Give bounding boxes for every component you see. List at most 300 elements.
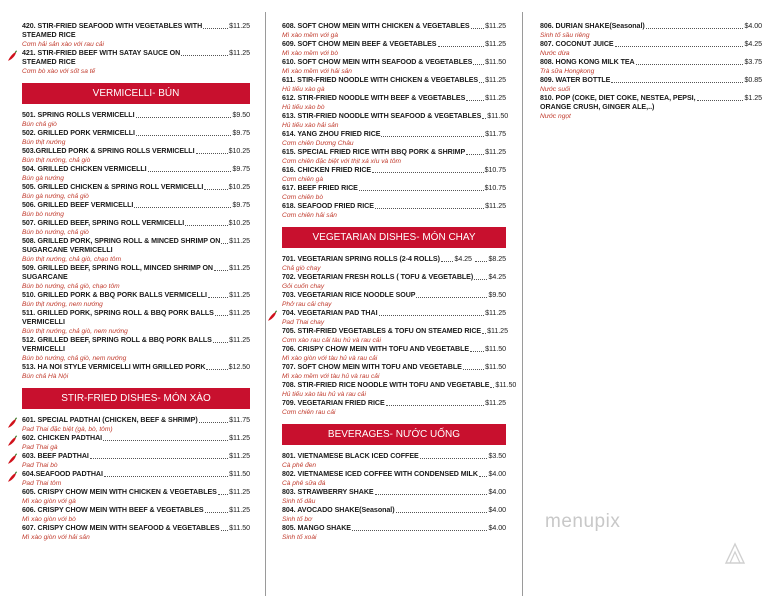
menu-item-price: $4.00 xyxy=(488,506,506,514)
menu-item-row xyxy=(540,40,762,49)
menu-item xyxy=(282,130,506,148)
menu-item-vietnamese: Cà phê đen xyxy=(282,462,317,469)
menu-item-name: 703. VEGETARIAN RICE NOODLE SOUP xyxy=(282,291,416,299)
menu-item-price: $11.25 xyxy=(485,399,506,407)
menu-item xyxy=(22,470,250,488)
section-header: VEGETARIAN DISHES- MÓN CHAY xyxy=(282,227,506,248)
dot-leader xyxy=(479,476,488,477)
menu-item-vietnamese: Cơm xào rau cải tàu hủ và rau cải xyxy=(282,337,381,344)
menu-item-price: $9.50 xyxy=(488,291,506,299)
dot-leader xyxy=(381,136,484,137)
dot-leader xyxy=(215,315,228,316)
dot-leader xyxy=(196,153,228,154)
menu-item-row xyxy=(282,309,506,318)
menu-item-price: $11.50 xyxy=(485,58,506,66)
menu-item-name: 709. VEGETARIAN FRIED RICE xyxy=(282,399,385,407)
menu-item-row xyxy=(282,202,506,211)
dot-leader xyxy=(352,530,488,531)
menu-item xyxy=(282,273,506,291)
dot-leader xyxy=(470,351,484,352)
menu-item-name: 513. HA NOI STYLE VERMICELLI WITH GRILLED PORK xyxy=(22,363,206,371)
menu-item-price: $11.25 xyxy=(485,94,506,102)
menu-item-vietnamese: Bún bò nướng, chả giò, chạo tôm xyxy=(22,283,120,290)
menu-item xyxy=(282,255,506,273)
menu-item-price: $3.75 xyxy=(744,58,762,66)
menu-item-row xyxy=(22,165,250,174)
menu-item-row xyxy=(282,22,506,31)
dot-leader xyxy=(463,369,484,370)
menu-item-name: 506. GRILLED BEEF VERMICELLI xyxy=(22,201,134,209)
dot-leader xyxy=(204,189,227,190)
menu-item-name: 501. SPRING ROLLS VERMICELLI xyxy=(22,111,135,119)
menu-item-vietnamese: Cơm chiên gà xyxy=(282,176,324,183)
menu-item-vietnamese: Mì xào giòn với hải sản xyxy=(22,534,90,541)
menu-item xyxy=(282,524,506,542)
menu-item-name: 809. WATER BOTTLE xyxy=(540,76,611,84)
menu-item-row xyxy=(22,49,250,58)
menu-item xyxy=(282,58,506,76)
menu-item-name: 805. MANGO SHAKE xyxy=(282,524,351,532)
menu-item-row xyxy=(282,452,506,461)
menu-item-vietnamese: Hủ tiếu xào gà xyxy=(282,86,325,93)
menu-item xyxy=(282,112,509,130)
menu-item-name: 420. STIR-FRIED SEAFOOD WITH VEGETABLES WITH xyxy=(22,22,203,30)
chili-pepper-icon xyxy=(6,435,18,447)
menu-item-vietnamese: Nước suối xyxy=(540,86,571,93)
dot-leader xyxy=(375,208,484,209)
menu-item xyxy=(282,166,506,184)
menu-item-vietnamese: Bún bò nướng, chả giò xyxy=(22,229,89,236)
menu-item-vietnamese: Pad Thai gà xyxy=(22,444,58,451)
menu-item-price: $10.75 xyxy=(484,184,506,192)
menu-item-price: $11.25 xyxy=(485,22,506,30)
menu-item-vietnamese: Bún thịt nướng, chả giò, chạo tôm xyxy=(22,256,122,263)
menu-item xyxy=(282,22,506,40)
dot-leader xyxy=(208,297,228,298)
menu-item-row xyxy=(22,111,250,120)
menu-item-name: 801. VIETNAMESE BLACK ICED COFFEE xyxy=(282,452,419,460)
menu-item-price: $11.75 xyxy=(229,416,250,424)
menu-item-row xyxy=(22,201,250,210)
menu-item-name: 509. GRILLED BEEF, SPRING ROLL, MINCED SHRIMP ON xyxy=(22,264,213,272)
dot-leader xyxy=(636,64,744,65)
menu-item xyxy=(22,147,250,165)
menu-item-vietnamese: Hủ tiếu xào hải sản xyxy=(282,122,339,129)
menu-item-name: 803. STRAWBERRY SHAKE xyxy=(282,488,374,496)
menu-item-row xyxy=(282,345,506,354)
dot-leader xyxy=(611,82,743,83)
dot-leader xyxy=(221,243,228,244)
menu-column-2 xyxy=(282,22,517,542)
menu-item-row xyxy=(22,336,250,345)
menu-item-name: 806. DURIAN SHAKE(Seasonal) xyxy=(540,22,645,30)
menu-item xyxy=(22,309,250,336)
menu-item-row xyxy=(22,147,250,156)
dot-leader xyxy=(438,46,485,47)
menu-item-row xyxy=(22,470,250,479)
menu-item-price: $11.25 xyxy=(229,264,250,272)
menu-item xyxy=(22,264,250,291)
menu-item-vietnamese: Mì xào giòn với bò xyxy=(22,516,76,523)
menu-item-vietnamese: Mì xào mềm với hải sản xyxy=(282,68,352,75)
menu-item-vietnamese: Cơm chiên Dương Châu xyxy=(282,140,354,147)
dot-leader xyxy=(136,135,232,136)
menu-item xyxy=(282,345,506,363)
menu-item-vietnamese: Cơm chiên hải sản xyxy=(282,212,337,219)
menu-item-vietnamese: Mì xào giòn với gà xyxy=(22,498,76,505)
menu-item-row xyxy=(22,506,250,515)
menu-item-name-continued: STEAMED RICE xyxy=(22,31,76,39)
menu-item-row xyxy=(540,76,762,85)
menu-item-price: $9.75 xyxy=(232,201,250,209)
menu-item-price: $10.25 xyxy=(228,147,250,155)
menu-item-row xyxy=(282,255,506,264)
menu-item-name-continued: ORANGE CRUSH, GINGER ALE,..) xyxy=(540,103,655,111)
dot-leader xyxy=(214,270,228,271)
menu-item-vietnamese: Pad Thai đặc biệt (gà, bò, tôm) xyxy=(22,426,113,433)
menu-item xyxy=(540,76,762,94)
menu-item xyxy=(282,309,506,327)
dot-leader xyxy=(482,333,486,334)
menu-item-name: 421. STIR-FRIED BEEF WITH SATAY SAUCE ON xyxy=(22,49,181,57)
dot-leader xyxy=(221,530,229,531)
menu-item-name: 618. SEAFOOD FRIED RICE xyxy=(282,202,374,210)
menu-item-row xyxy=(22,183,250,192)
menu-item-row xyxy=(282,506,506,515)
menu-item xyxy=(22,336,250,363)
menu-item-price: $4.25 xyxy=(744,40,762,48)
menu-item-name: 807. COCONUT JUICE xyxy=(540,40,614,48)
menu-item-row xyxy=(282,470,506,479)
section-header: VERMICELLI- BÚN xyxy=(22,83,250,104)
menu-item-row xyxy=(22,291,250,300)
menu-item-vietnamese: Mì xào mềm với tàu hủ và rau cải xyxy=(282,373,380,380)
menu-item-row xyxy=(282,76,506,85)
menu-item xyxy=(22,506,250,524)
menu-item-price: $3.50 xyxy=(488,452,506,460)
dot-leader xyxy=(479,82,484,83)
menu-item-name-continued: SUGARCANE VERMICELLI xyxy=(22,246,113,254)
menu-item-row xyxy=(282,130,506,139)
menu-item-row xyxy=(22,524,250,533)
menu-item-name: 510. GRILLED PORK & BBQ PORK BALLS VERMICELLI xyxy=(22,291,207,299)
menu-item-price: $11.25 xyxy=(485,40,506,48)
watermark-text: menupix xyxy=(545,511,621,532)
menu-item xyxy=(282,184,506,202)
menu-item-vietnamese: Gỏi cuốn chay xyxy=(282,283,325,290)
dot-leader xyxy=(206,369,227,370)
dot-leader xyxy=(181,55,228,56)
menu-item-vietnamese: Cơm chiên rau cải xyxy=(282,409,336,416)
column-divider xyxy=(522,12,523,596)
menu-item-name: 614. YANG ZHOU FRIED RICE xyxy=(282,130,381,138)
menu-item-vietnamese: Bún gà nướng, chả giò xyxy=(22,193,89,200)
menu-item-row xyxy=(282,148,506,157)
menu-item-vietnamese: Bún bò nướng xyxy=(22,211,64,218)
dot-leader xyxy=(420,458,488,459)
menu-item-row xyxy=(22,416,250,425)
menu-item-name: 708. STIR-FRIED RICE NOODLE WITH TOFU AND VEGETABLE xyxy=(282,381,490,389)
menu-item-price: $11.25 xyxy=(229,291,250,299)
menu-item-price: $11.25 xyxy=(229,452,250,460)
dot-leader xyxy=(615,46,744,47)
menu-item-price: $4.00 xyxy=(488,488,506,496)
menu-column-3 xyxy=(540,22,762,121)
menu-item-vietnamese: Trà sữa Hongkong xyxy=(540,68,595,75)
menu-item-row xyxy=(282,399,506,408)
menu-item xyxy=(22,434,250,452)
chili-pepper-icon xyxy=(6,471,18,483)
menu-item-name-continued: STEAMED RICE xyxy=(22,58,76,66)
menu-item-vietnamese: Phở rau cải chay xyxy=(282,301,332,308)
menu-item-row xyxy=(22,219,250,228)
menu-item-row xyxy=(22,434,250,443)
dot-leader xyxy=(218,494,228,495)
menu-item-name: 606. CRISPY CHOW MEIN WITH BEEF & VEGETABLES xyxy=(22,506,204,514)
menu-item-row xyxy=(540,58,762,67)
menu-item xyxy=(540,22,762,40)
menu-item-price: $11.50 xyxy=(229,524,250,532)
column-divider xyxy=(265,12,266,596)
menu-item-price: $4.25 xyxy=(488,273,506,281)
menu-item-row xyxy=(282,291,506,300)
menu-item-price: $11.75 xyxy=(485,130,506,138)
menu-item xyxy=(22,363,250,381)
menu-item xyxy=(282,40,506,58)
dot-leader xyxy=(185,225,227,226)
dot-leader xyxy=(379,315,485,316)
menu-item xyxy=(282,381,517,399)
menu-item-name: 702. VEGETARIAN FRESH ROLLS ( TOFU & VEGETABLE) xyxy=(282,273,474,281)
menu-item-name: 508. GRILLED PORK, SPRING ROLL & MINCED SHRIMP ON xyxy=(22,237,221,245)
menu-item-name-continued: VERMICELLI xyxy=(22,318,65,326)
dot-leader xyxy=(205,512,229,513)
menu-item-name: 706. CRISPY CHOW MEIN WITH TOFU AND VEGETABLE xyxy=(282,345,470,353)
menu-item-price: $4.00 xyxy=(488,470,506,478)
menu-item-name: 512. GRILLED BEEF, SPRING ROLL & BBQ PORK BALLS xyxy=(22,336,212,344)
menu-item xyxy=(282,506,506,524)
menu-item-vietnamese: Sinh tố sầu riêng xyxy=(540,32,590,39)
dot-leader xyxy=(441,261,454,262)
menu-item xyxy=(22,201,250,219)
dot-leader xyxy=(466,100,484,101)
dot-leader xyxy=(466,154,484,155)
menu-item-name: 607. CRISPY CHOW MEIN WITH SEAFOOD & VEGETABLES xyxy=(22,524,220,532)
chili-pepper-icon xyxy=(6,50,18,62)
menu-item-row xyxy=(540,22,762,31)
menu-item-row xyxy=(282,381,517,390)
dot-leader xyxy=(416,297,487,298)
menu-item-vietnamese: Bún thịt nướng, chả giò, nem nướng xyxy=(22,328,128,335)
menu-item xyxy=(540,58,762,76)
menu-item-name: 808. HONG KONG MILK TEA xyxy=(540,58,635,66)
menu-item-vietnamese: Sinh tố bơ xyxy=(282,516,313,523)
menu-item-vietnamese: Cơm bò xào với sốt sa tế xyxy=(22,68,96,75)
menu-item-row xyxy=(22,237,250,246)
menu-item-price: $10.25 xyxy=(228,219,250,227)
dot-leader xyxy=(372,172,483,173)
menu-item xyxy=(282,452,506,470)
menu-item-row xyxy=(22,309,250,318)
menu-item xyxy=(22,524,250,542)
menu-item-price: $11.25 xyxy=(485,309,506,317)
dot-leader xyxy=(386,405,484,406)
menu-item-price: $11.50 xyxy=(495,381,517,389)
dot-leader xyxy=(103,440,228,441)
menu-item-price: $11.25 xyxy=(229,434,250,442)
menu-item-name: 507. GRILLED BEEF, SPRING ROLL VERMICELLI xyxy=(22,219,185,227)
menu-item xyxy=(22,129,250,147)
dot-leader xyxy=(199,422,228,423)
menu-item xyxy=(282,488,506,506)
menu-item-name: 613. STIR-FRIED NOODLE WITH SEAFOOD & VEGETABLES xyxy=(282,112,482,120)
menu-item-name: 511. GRILLED PORK, SPRING ROLL & BBQ PORK BALLS xyxy=(22,309,214,317)
menu-item-name: 707. SOFT CHOW MEIN WITH TOFU AND VEGETABLE xyxy=(282,363,462,371)
menu-item-vietnamese: Bún bò nướng, chả giò, nem nướng xyxy=(22,355,127,362)
menu-item xyxy=(540,94,762,121)
menu-item-price: $8.25 xyxy=(488,255,506,263)
menu-item xyxy=(540,40,762,58)
dot-leader xyxy=(90,458,228,459)
menu-item-price: $11.25 xyxy=(229,49,250,57)
menu-item-vietnamese: Hủ tiếu xào tàu hủ và rau cải xyxy=(282,391,366,398)
menu-item-name-continued: SUGARCANE xyxy=(22,273,68,281)
menu-item-price: $9.75 xyxy=(232,129,250,137)
menu-item xyxy=(22,237,250,264)
dot-leader xyxy=(203,28,228,29)
menu-item-row xyxy=(282,363,506,372)
menu-item xyxy=(22,49,250,76)
menu-item-vietnamese: Mì xào mềm với bò xyxy=(282,50,339,57)
chili-pepper-icon xyxy=(6,417,18,429)
menu-item-name: 705. STIR-FRIED VEGETABLES & TOFU ON STEAMED RICE xyxy=(282,327,482,335)
menu-item-vietnamese: Bún thịt nướng, chả giò xyxy=(22,157,91,164)
menu-item-name: 810. POP (COKE, DIET COKE, NESTEA, PEPSI, xyxy=(540,94,696,102)
menu-item-name: 605. CRISPY CHOW MEIN WITH CHICKEN & VEGETABLES xyxy=(22,488,217,496)
menu-item-price: $11.25 xyxy=(485,202,506,210)
menu-item-row xyxy=(282,94,506,103)
menu-item-row xyxy=(22,363,250,372)
menu-item-price: $11.50 xyxy=(485,345,506,353)
menu-item-price: $1.25 xyxy=(744,94,762,102)
section-header: STIR-FRIED DISHES- MÓN XÀO xyxy=(22,388,250,409)
menu-item-price: $4.00 xyxy=(488,524,506,532)
dot-leader xyxy=(359,190,484,191)
menu-item-name: 615. SPECIAL FRIED RICE WITH BBQ PORK & SHRIMP xyxy=(282,148,466,156)
menu-item xyxy=(22,219,250,237)
menu-item-row xyxy=(282,327,506,336)
menu-item-vietnamese: Bún chả giò xyxy=(22,121,57,128)
menu-item xyxy=(282,76,506,94)
menu-item-name: 609. SOFT CHOW MEIN BEEF & VEGETABLES xyxy=(282,40,437,48)
dot-leader xyxy=(134,207,231,208)
menu-item xyxy=(282,470,506,488)
menu-item-row xyxy=(540,94,762,103)
menu-item-vietnamese: Pad Thai tôm xyxy=(22,480,62,487)
chili-pepper-icon xyxy=(6,453,18,465)
menu-item xyxy=(282,291,506,309)
menu-item-name: 505. GRILLED CHICKEN & SPRING ROLL VERMICELLI xyxy=(22,183,204,191)
menu-item-row xyxy=(282,488,506,497)
menu-item xyxy=(22,22,250,49)
menu-item xyxy=(22,452,250,470)
menu-item xyxy=(282,148,506,166)
menu-item-vietnamese: Cà phê sữa đá xyxy=(282,480,326,487)
menu-item-vietnamese: Pad Thai bò xyxy=(22,462,58,469)
menu-item-price: $11.50 xyxy=(229,470,250,478)
menu-item xyxy=(282,94,506,112)
dot-leader xyxy=(104,476,228,477)
menu-item-row xyxy=(282,184,506,193)
menu-item-vietnamese: Bún gà nướng xyxy=(22,175,64,182)
menu-item-vietnamese: Bún thịt nướng, nem nướng xyxy=(22,301,103,308)
menu-item-name: 617. BEEF FRIED RICE xyxy=(282,184,358,192)
menu-item-price: $11.25 xyxy=(229,309,250,317)
menu-item-price: $11.25 xyxy=(229,22,250,30)
menu-item-price: $9.75 xyxy=(232,165,250,173)
menu-item-price: $11.25 xyxy=(229,488,250,496)
menu-item-name: 602. CHICKEN PADTHAI xyxy=(22,434,103,442)
menu-item-row xyxy=(282,166,506,175)
menu-item-name: 616. CHICKEN FRIED RICE xyxy=(282,166,372,174)
menu-item xyxy=(22,165,250,183)
menu-column-1 xyxy=(22,22,250,542)
menu-item xyxy=(22,291,250,309)
dot-leader xyxy=(136,117,232,118)
menu-item-price: $11.25 xyxy=(485,148,506,156)
menu-item-vietnamese: Pad Thai chay xyxy=(282,319,325,326)
dot-leader xyxy=(471,28,485,29)
menu-item-vietnamese: Mì xào giòn với tàu hủ và rau cải xyxy=(282,355,378,362)
menu-item xyxy=(282,327,506,345)
menu-item-price-small: $4.25 xyxy=(454,255,472,263)
dot-leader xyxy=(482,118,486,119)
menu-item-vietnamese: Hủ tiếu xào bò xyxy=(282,104,325,111)
menu-item-price: $12.50 xyxy=(228,363,250,371)
menu-item-name: 610. SOFT CHOW MEIN WITH SEAFOOD & VEGETABLES xyxy=(282,58,473,66)
menu-item-row xyxy=(282,273,506,282)
menu-item-vietnamese: Cơm chiên đặc biệt với thịt xá xíu và tôm xyxy=(282,158,402,165)
menu-item xyxy=(22,183,250,201)
menu-item xyxy=(22,488,250,506)
menu-item-vietnamese: Cơm hải sản xào với rau cải xyxy=(22,41,105,48)
menu-item-vietnamese: Nước dừa xyxy=(540,50,570,57)
dot-leader xyxy=(646,28,744,29)
dot-leader xyxy=(473,64,484,65)
menu-item-vietnamese: Bún chả Hà Nội xyxy=(22,373,69,380)
menu-item-row xyxy=(282,58,506,67)
menu-item-row xyxy=(22,264,250,273)
menu-item-name: 603. BEEF PADTHAI xyxy=(22,452,89,460)
menu-item-vietnamese: Sinh tố dâu xyxy=(282,498,316,505)
menu-item-row xyxy=(22,488,250,497)
menu-item-name: 704. VEGETARIAN PAD THAI xyxy=(282,309,378,317)
menu-item-price: $11.25 xyxy=(487,327,508,335)
menu-item-name: 503.GRILLED PORK & SPRING ROLLS VERMICELLI xyxy=(22,147,195,155)
menu-item-name-continued: VERMICELLI xyxy=(22,345,65,353)
menu-item-name: 502. GRILLED PORK VERMICELLI xyxy=(22,129,135,137)
menu-item-row xyxy=(22,452,250,461)
menu-item-vietnamese: Cơm chiên bò xyxy=(282,194,324,201)
menu-item-name: 504. GRILLED CHICKEN VERMICELLI xyxy=(22,165,147,173)
menu-item-price: $4.00 xyxy=(744,22,762,30)
menu-item-price: $0.85 xyxy=(744,76,762,84)
menu-item-price: $11.25 xyxy=(229,237,250,245)
menu-item-price: $9.50 xyxy=(232,111,250,119)
menu-item-row xyxy=(22,22,250,31)
menu-item-price: $11.25 xyxy=(229,336,250,344)
menu-item-row xyxy=(22,129,250,138)
